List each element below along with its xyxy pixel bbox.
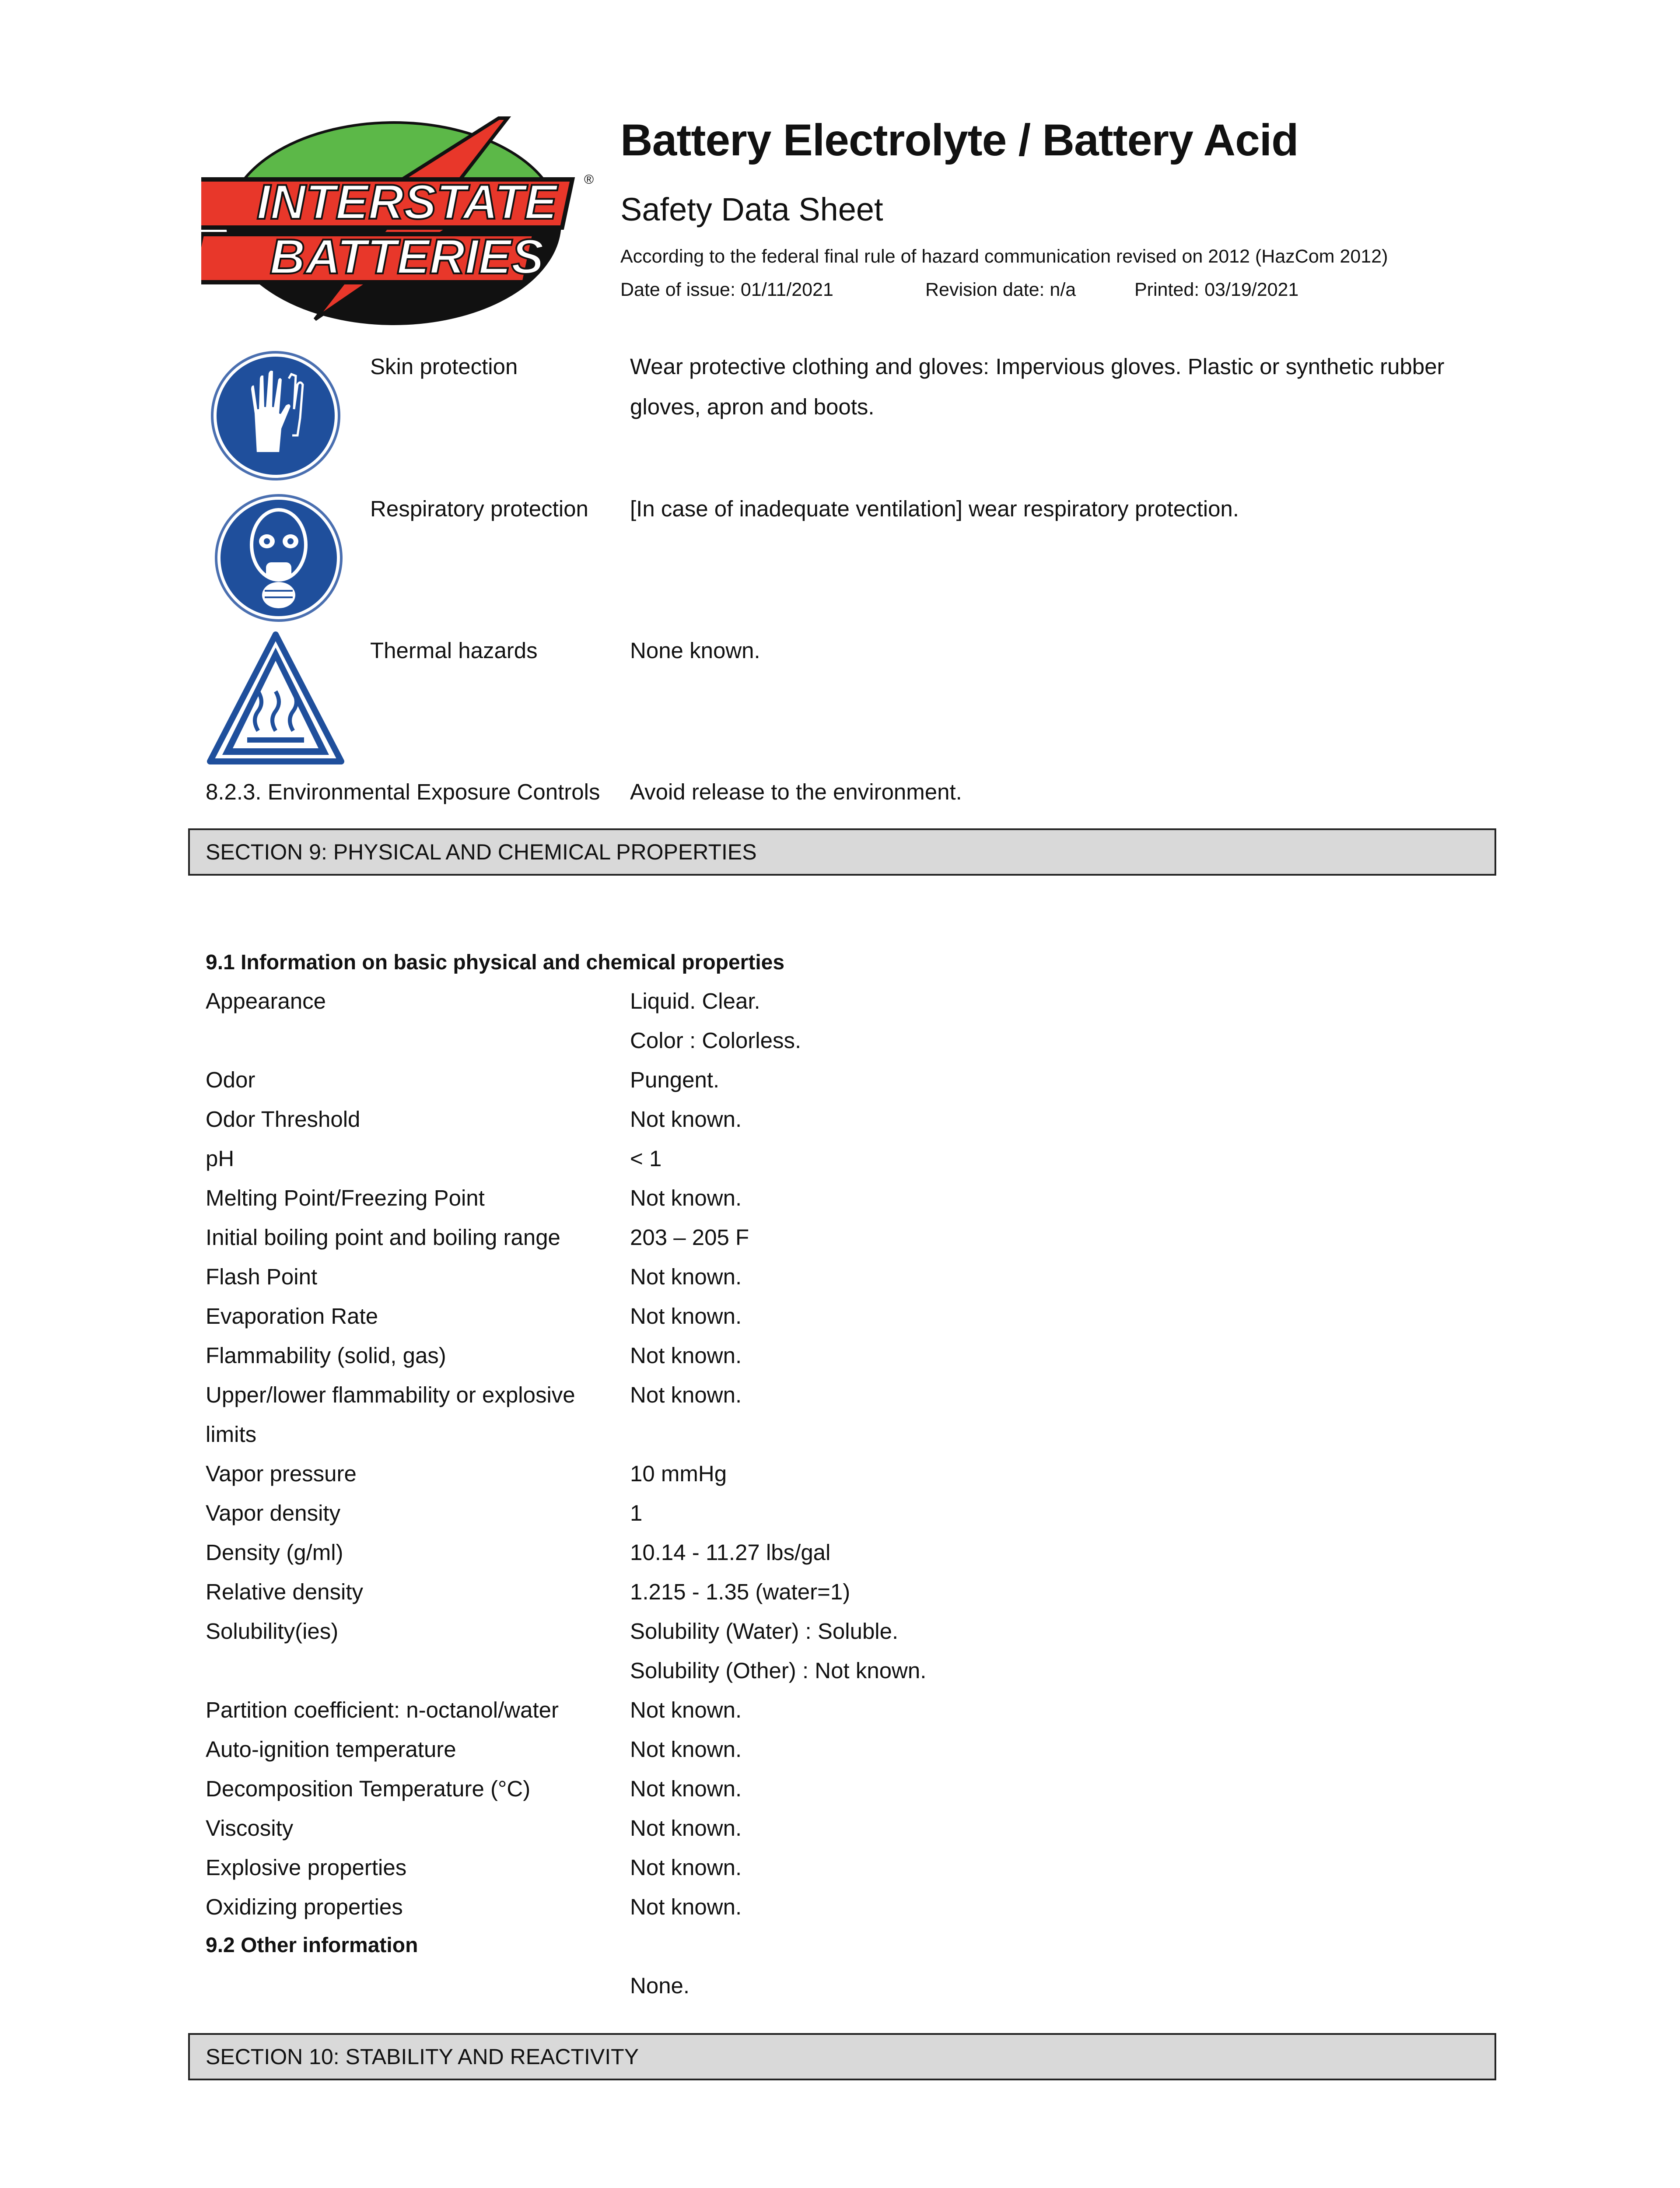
property-value: Color : Colorless. — [630, 1028, 802, 1053]
property-label: Initial boiling point and boiling range — [206, 1225, 560, 1250]
property-label: Explosive properties — [206, 1855, 407, 1880]
property-value: Not known. — [630, 1855, 742, 1880]
property-value: < 1 — [630, 1146, 662, 1171]
registered-mark: ® — [584, 172, 594, 187]
skin-protection-label: Skin protection — [370, 354, 518, 379]
skin-protection-value-1: Wear protective clothing and gloves: Impervious gloves. Plastic or synthetic rubber — [630, 354, 1445, 379]
logo-line2: BATTERIES — [270, 229, 544, 284]
thermal-hazards-label: Thermal hazards — [370, 638, 538, 663]
property-label: Auto-ignition temperature — [206, 1737, 456, 1762]
property-value: Not known. — [630, 1816, 742, 1841]
property-value: Not known. — [630, 1185, 742, 1210]
property-value: Solubility (Water) : Soluble. — [630, 1619, 899, 1644]
property-label: Odor — [206, 1067, 256, 1092]
thermal-hazards-value: None known. — [630, 638, 760, 663]
property-label: Density (g/ml) — [206, 1540, 343, 1565]
regulation-note: According to the federal final rule of hazard communication revised on 2012 (HazCom 2012) — [620, 246, 1388, 267]
property-label: Flammability (solid, gas) — [206, 1343, 446, 1368]
property-label: Odor Threshold — [206, 1107, 360, 1132]
property-value: Not known. — [630, 1304, 742, 1329]
company-logo — [201, 114, 595, 333]
section-9-1-heading: 9.1 Information on basic physical and chemical properties — [206, 951, 785, 974]
document-subtitle: Safety Data Sheet — [620, 191, 883, 228]
property-label: Vapor density — [206, 1501, 341, 1525]
respiratory-protection-label: Respiratory protection — [370, 496, 588, 521]
property-value: Liquid. Clear. — [630, 989, 760, 1013]
property-label: Relative density — [206, 1579, 364, 1604]
property-value: 1 — [630, 1501, 643, 1525]
skin-protection-value-2: gloves, apron and boots. — [630, 394, 875, 419]
respiratory-protection-value: [In case of inadequate ventilation] wear respiratory protection. — [630, 496, 1239, 521]
property-value: Pungent. — [630, 1067, 720, 1092]
property-value: 10 mmHg — [630, 1461, 727, 1486]
logo-line1: INTERSTATE — [256, 175, 557, 229]
property-value: Not known. — [630, 1894, 742, 1919]
property-label: Evaporation Rate — [206, 1304, 378, 1329]
property-label: Vapor pressure — [206, 1461, 357, 1486]
environmental-controls-value: Avoid release to the environment. — [630, 779, 962, 804]
property-label: limits — [206, 1422, 257, 1447]
gloves-icon — [210, 348, 341, 484]
properties-table — [0, 988, 1680, 2012]
property-label: Upper/lower flammability or explosive — [206, 1382, 575, 1407]
section-10-heading: SECTION 10: STABILITY AND REACTIVITY — [188, 2033, 1496, 2080]
revision-date: Revision date: n/a — [925, 279, 1076, 300]
section-9-2-heading: 9.2 Other information — [206, 1934, 418, 1957]
property-value: Not known. — [630, 1737, 742, 1762]
property-value: Solubility (Other) : Not known. — [630, 1658, 927, 1683]
property-label: Viscosity — [206, 1816, 294, 1841]
property-value: Not known. — [630, 1264, 742, 1289]
property-label: Flash Point — [206, 1264, 318, 1289]
property-label: Partition coefficient: n-octanol/water — [206, 1697, 559, 1722]
environmental-controls-label: 8.2.3. Environmental Exposure Controls — [206, 779, 600, 804]
property-value: Not known. — [630, 1382, 742, 1407]
document-title: Battery Electrolyte / Battery Acid — [620, 115, 1298, 165]
property-value: Not known. — [630, 1697, 742, 1722]
property-value: Not known. — [630, 1107, 742, 1132]
printed-date: Printed: 03/19/2021 — [1134, 279, 1299, 300]
property-value: 203 – 205 F — [630, 1225, 749, 1250]
property-label: Solubility(ies) — [206, 1619, 339, 1644]
property-label: Oxidizing properties — [206, 1894, 403, 1919]
hot-surface-icon — [206, 630, 346, 770]
property-label: Appearance — [206, 989, 326, 1013]
property-label: Decomposition Temperature (°C) — [206, 1776, 531, 1801]
property-value: 10.14 - 11.27 lbs/gal — [630, 1540, 831, 1565]
property-value: 1.215 - 1.35 (water=1) — [630, 1579, 850, 1604]
property-label: Melting Point/Freezing Point — [206, 1185, 485, 1210]
property-value: Not known. — [630, 1776, 742, 1801]
section-9-heading: SECTION 9: PHYSICAL AND CHEMICAL PROPERTIES — [188, 828, 1496, 876]
other-information-value: None. — [630, 1973, 690, 1998]
property-value: Not known. — [630, 1343, 742, 1368]
respirator-icon — [214, 492, 343, 624]
property-label: pH — [206, 1146, 234, 1171]
date-of-issue: Date of issue: 01/11/2021 — [620, 279, 833, 300]
